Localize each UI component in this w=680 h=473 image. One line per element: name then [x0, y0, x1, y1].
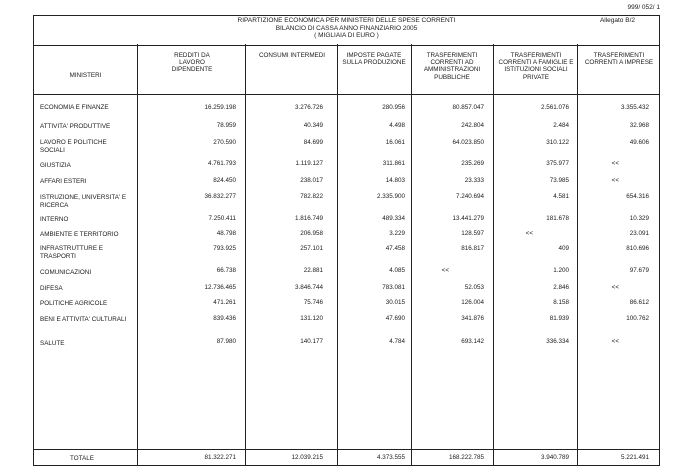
ministry-name: AFFARI ESTERI [40, 178, 87, 185]
cell-value: 7.240.694 [455, 193, 484, 200]
cell-value: 206.958 [300, 230, 323, 237]
cell-value: 793.925 [213, 245, 236, 252]
cell-value: 1.200 [553, 267, 569, 274]
column-divider [493, 44, 494, 465]
header-trasf-imprese: TRASFERIMENTI CORRENTI A IMPRESE [584, 52, 654, 67]
ministry-name: COMUNICAZIONI [40, 269, 92, 276]
cell-value: 816.817 [461, 245, 484, 252]
cell-value: 23.333 [464, 177, 484, 184]
cell-value: 66.738 [216, 267, 236, 274]
ministry-name: AMBIENTE E TERRITORIO [40, 231, 119, 238]
ministry-name: LAVORO E POLITICHE SOCIALI [40, 139, 107, 154]
cell-value: 310.122 [546, 139, 569, 146]
cell-value: 311.861 [382, 160, 405, 167]
cell-value: 13.441.279 [452, 215, 484, 222]
cell-value: 87.980 [216, 338, 236, 345]
cell-value: 126.004 [461, 299, 484, 306]
column-divider [577, 44, 578, 465]
document-reference: 999/ 052/ 1 [627, 4, 660, 11]
ministry-name: DIFESA [40, 285, 63, 292]
cell-value: 73.985 [549, 177, 569, 184]
header-imposte: IMPOSTE PAGATE SULLA PRODUZIONE [342, 52, 406, 67]
cell-value: 824.450 [213, 177, 236, 184]
cell-value: 75.746 [303, 299, 323, 306]
cell-value: << [611, 338, 619, 345]
cell-value: 84.699 [303, 139, 323, 146]
cell-value: 3.355.432 [620, 104, 649, 111]
cell-value: 128.597 [461, 230, 484, 237]
cell-value: 782.822 [300, 193, 323, 200]
header-trasf-amministrazioni: TRASFERIMENTI CORRENTI AD AMMINISTRAZIONI PUBBLICHE [423, 52, 481, 81]
cell-value: 22.881 [303, 267, 323, 274]
cell-value: 10.329 [629, 215, 649, 222]
cell-value: 64.023.850 [452, 139, 484, 146]
ministry-name: INTERNO [40, 216, 69, 223]
ministry-name: SALUTE [40, 340, 65, 347]
cell-value: 4.784 [389, 338, 405, 345]
header-consumi: CONSUMI INTERMEDI [258, 52, 326, 59]
cell-value: 7.250.411 [208, 215, 236, 222]
title-line-1: RIPARTIZIONE ECONOMICA PER MINISTERI DELLE SPESE CORRENTI [237, 17, 456, 24]
cell-value: 30.015 [385, 299, 405, 306]
total-value: 81.322.271 [204, 454, 236, 461]
title-line-2: BILANCIO DI CASSA ANNO FINANZIARIO 2005 [275, 24, 418, 32]
cell-value: 140.177 [300, 338, 323, 345]
cell-value: 32.968 [629, 122, 649, 129]
cell-value: 375.977 [546, 160, 569, 167]
cell-value: 4.498 [389, 122, 405, 129]
cell-value: 2.846 [553, 284, 569, 291]
cell-value: 2.335.900 [376, 193, 405, 200]
column-divider [337, 44, 338, 465]
header-redditi: REDDITI DA LAVORO DIPENDENTE [171, 52, 213, 74]
cell-value: 693.142 [461, 338, 484, 345]
cell-value: 238.017 [300, 177, 323, 184]
total-value: 12.039.215 [291, 454, 323, 461]
column-divider [411, 44, 412, 465]
header-ministries: MINISTERI [69, 72, 102, 79]
total-value: 3.940.789 [540, 454, 569, 461]
cell-value: 3.846.744 [294, 284, 323, 291]
cell-value: 654.316 [626, 193, 649, 200]
cell-value: 48.798 [216, 230, 236, 237]
table-title [34, 16, 659, 46]
cell-value: 47.458 [385, 245, 405, 252]
total-label: TOTALE [70, 455, 94, 462]
cell-value: 3.276.726 [294, 104, 323, 111]
ministry-name: ECONOMIA E FINANZE [40, 104, 109, 111]
cell-value: 257.101 [300, 245, 323, 252]
ministry-name: ATTIVITA' PRODUTTIVE [40, 123, 111, 130]
budget-table [33, 15, 660, 466]
cell-value: 97.679 [629, 267, 649, 274]
cell-value: 52.053 [464, 284, 484, 291]
cell-value: 489.334 [382, 215, 405, 222]
ministry-name: ISTRUZIONE, UNIVERSITA' E RICERCA [40, 194, 127, 209]
cell-value: << [611, 160, 619, 167]
header-trasf-famiglie: TRASFERIMENTI CORRENTI A FAMIGLIE E ISTITUZIONI SOCIALI PRIVATE [498, 52, 574, 81]
cell-value: 181.678 [546, 215, 569, 222]
cell-value: << [525, 230, 533, 237]
total-value: 5.221.491 [620, 454, 649, 461]
cell-value: 1.119.127 [295, 160, 323, 167]
column-divider [137, 44, 138, 465]
cell-value: 336.334 [546, 338, 569, 345]
cell-value: 2.484 [553, 122, 569, 129]
cell-value: << [611, 177, 619, 184]
cell-value: << [611, 284, 619, 291]
cell-value: 78.959 [216, 122, 236, 129]
attachment-label: Allegato B/2 [599, 17, 635, 24]
cell-value: 131.120 [300, 315, 323, 322]
cell-value: 100.762 [626, 315, 649, 322]
cell-value: 23.091 [629, 230, 649, 237]
cell-value: 341.876 [461, 315, 484, 322]
cell-value: << [441, 267, 449, 274]
cell-value: 36.832.277 [204, 193, 236, 200]
cell-value: 16.061 [385, 139, 405, 146]
cell-value: 3.229 [389, 230, 405, 237]
cell-value: 839.436 [213, 315, 236, 322]
cell-value: 4.085 [389, 267, 405, 274]
ministry-name: GIUSTIZIA [40, 162, 71, 169]
cell-value: 242.804 [461, 122, 484, 129]
cell-value: 47.690 [385, 315, 405, 322]
cell-value: 14.803 [385, 177, 405, 184]
cell-value: 16.259.198 [204, 104, 236, 111]
cell-value: 81.939 [549, 315, 569, 322]
cell-value: 1.816.749 [294, 215, 323, 222]
cell-value: 40.349 [303, 122, 323, 129]
cell-value: 471.261 [213, 299, 236, 306]
cell-value: 12.736.465 [204, 284, 236, 291]
cell-value: 270.590 [213, 139, 236, 146]
cell-value: 8.158 [553, 299, 569, 306]
ministry-name: BENI E ATTIVITA' CULTURALI [40, 316, 127, 323]
cell-value: 280.956 [382, 104, 405, 111]
total-value: 168.222.785 [448, 454, 484, 461]
header-divider [34, 94, 659, 95]
cell-value: 2.561.076 [540, 104, 569, 111]
ministry-name: POLITICHE AGRICOLE [40, 300, 108, 307]
total-value: 4.373.555 [376, 454, 405, 461]
title-line-3: ( MIGLIAIA DI EURO ) [314, 32, 379, 39]
cell-value: 409 [558, 245, 569, 252]
cell-value: 80.857.047 [452, 104, 484, 111]
cell-value: 235.269 [461, 160, 484, 167]
cell-value: 810.696 [626, 245, 649, 252]
column-divider [245, 44, 246, 465]
cell-value: 86.612 [629, 299, 649, 306]
cell-value: 4.581 [553, 193, 569, 200]
cell-value: 49.606 [629, 139, 649, 146]
total-divider [34, 449, 659, 450]
cell-value: 4.761.793 [207, 160, 236, 167]
cell-value: 783.081 [382, 284, 405, 291]
ministry-name: INFRASTRUTTURE E TRASPORTI [40, 245, 103, 260]
